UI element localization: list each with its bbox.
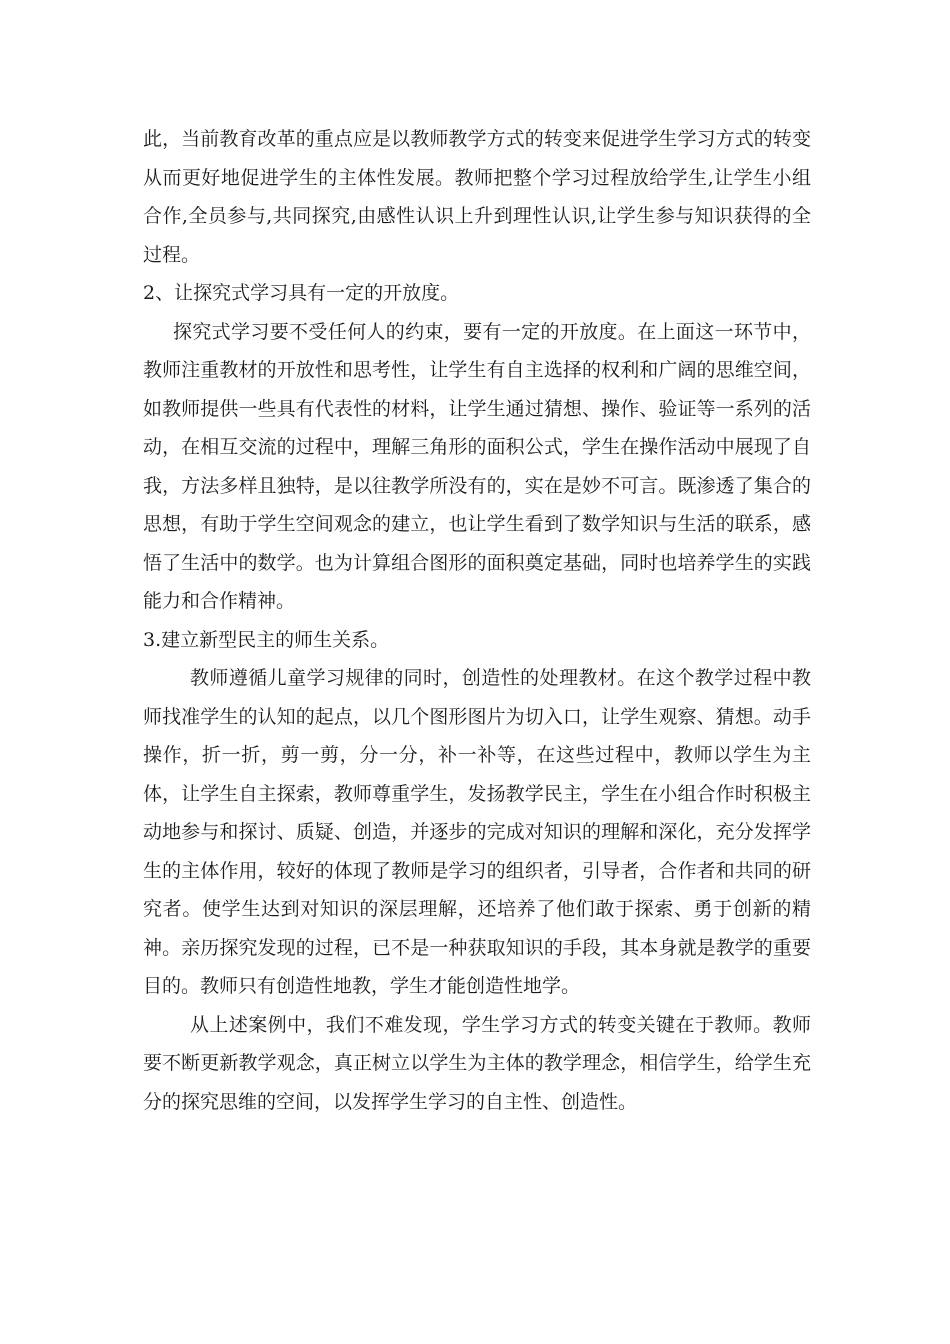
paragraph-teacher-student: 教师遵循儿童学习规律的同时，创造性的处理教材。在这个教学过程中教师找准学生的认知的起点，以几个图形图片为切入口，让学生观察、猜想。动手操作，折一折，剪一剪，分一分，补一补等，在这些过程中，教师以学生为主体，让学生自主探索，教师尊重学生，发扬教学民主，学生在小组合作时积极主动地参与和探讨、质疑、创造，并逐步的完成对知识的理解和深化，充分发挥学生的主体作用，较好的体现了教师是学习的组织者，引导者，合作者和共同的研究者。使学生达到对知识的深层理解，还培养了他们敢于探索、勇于创新的精神。亲历探究发现的过程，已不是一种获取知识的手段，其本身就是教学的重要目的。教师只有创造性地教，学生才能创造性地学。 xyxy=(143,667,811,997)
section-heading-3: 3.建立新型民主的师生关系。 xyxy=(143,628,390,651)
paragraph-continuation: 此，当前教育改革的重点应是以教师教学方式的转变来促进学生学习方式的转变从而更好地促进学生的主体性发展。教师把整个学习过程放给学生,让学生小组合作,全员参与,共同探究,由感性认识上升到理性认识,让学生参与知识获得的全过程。 xyxy=(143,128,811,266)
paragraph-conclusion: 从上述案例中，我们不难发现，学生学习方式的转变关键在于教师。教师要不断更新教学观念，真正树立以学生为主体的教学理念，相信学生，给学生充分的探究思维的空间，以发挥学生学习的自主性、创造性。 xyxy=(143,1013,811,1113)
document-body xyxy=(143,120,811,1121)
section-heading-2: 2、让探究式学习具有一定的开放度。 xyxy=(143,282,460,304)
paragraph-open-inquiry: 探究式学习要不受任何人的约束，要有一定的开放度。在上面这一环节中，教师注重教材的开放性和思考性，让学生有自主选择的权利和广阔的思维空间，如教师提供一些具有代表性的材料，让学生通过猜想、操作、验证等一系列的活动，在相互交流的过程中，理解三角形的面积公式，学生在操作活动中展现了自我，方法多样且独特，是以往教学所没有的，实在是妙不可言。既渗透了集合的思想，有助于学生空间观念的建立，也让学生看到了数学知识与生活的联系，感悟了生活中的数学。也为计算组合图形的面积奠定基础，同时也培养学生的实践能力和合作精神。 xyxy=(143,320,811,612)
